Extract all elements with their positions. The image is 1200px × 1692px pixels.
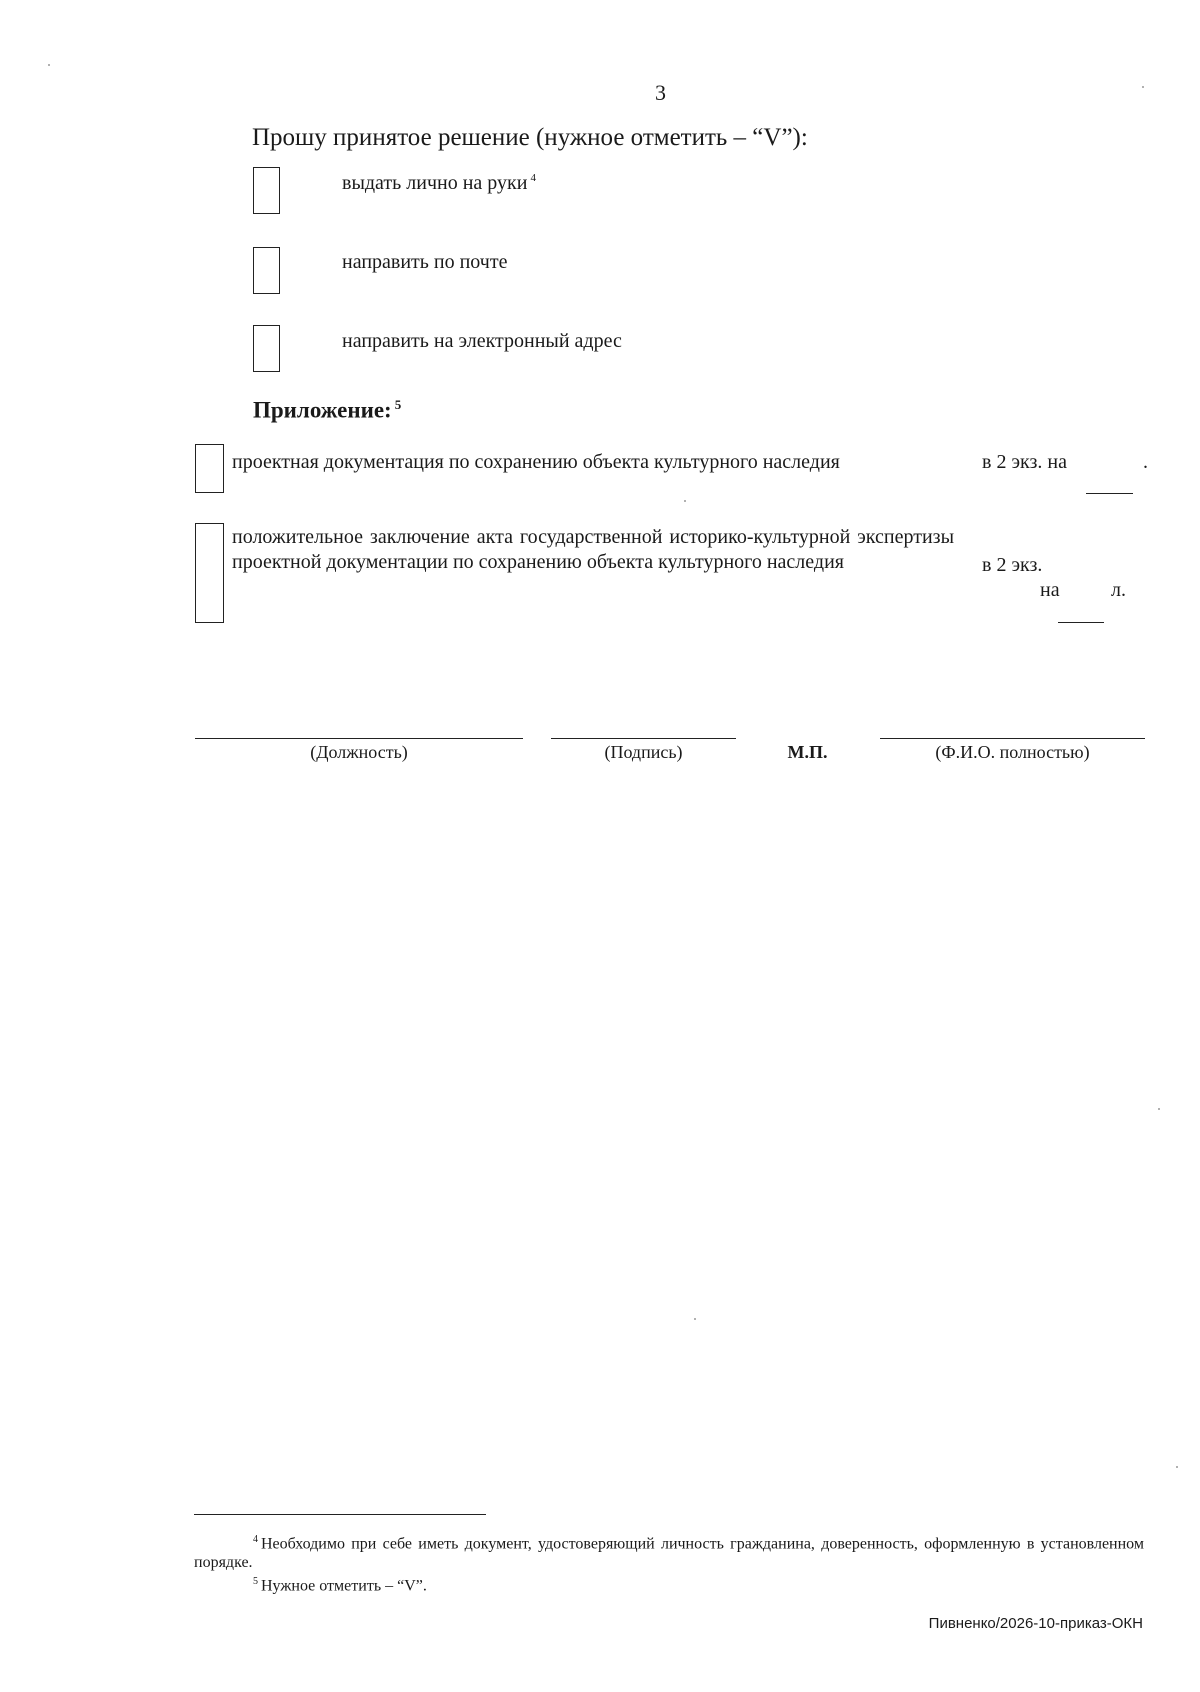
position-line <box>195 738 523 739</box>
document-reference: Пивненко/2026-10-приказ-ОКН <box>928 1615 1143 1632</box>
option-by-mail-checkbox[interactable] <box>253 247 280 294</box>
scan-speck <box>1158 1108 1160 1110</box>
attachment-expert-conclusion-text: положительное заключение акта государственной историко-культурной экспертизы проектной документации по сохранению объекта культурного наследия <box>232 526 954 573</box>
footnote-4-num: 4 <box>253 1534 258 1545</box>
attachment-project-docs-checkbox[interactable] <box>195 444 224 493</box>
footnote-ref-5: 5 <box>394 397 402 412</box>
scan-speck <box>1176 1466 1178 1468</box>
attachment-project-docs-copies: в 2 экз. на <box>982 451 1067 473</box>
attachment-expert-conclusion-checkbox[interactable] <box>195 523 224 623</box>
attachment-expert-conclusion-sheets-prefix: на <box>1040 579 1060 601</box>
position-caption: (Должность) <box>310 742 408 762</box>
scan-speck <box>48 64 50 66</box>
attachment-expert-conclusion-sheets-suffix: л. <box>1111 579 1126 601</box>
name-caption: (Ф.И.О. полностью) <box>935 742 1090 762</box>
scan-speck <box>694 1318 696 1320</box>
footnote-5 <box>250 1572 427 1595</box>
option-by-email-checkbox[interactable] <box>253 325 280 372</box>
scan-speck <box>1142 86 1144 88</box>
scan-speck <box>684 500 686 502</box>
name-line <box>880 738 1145 739</box>
option-in-person-label: выдать лично на руки $^4$ <box>342 172 536 194</box>
footnote-separator <box>194 1514 486 1515</box>
footnote-4-text: Необходимо при себе иметь документ, удостоверяющий личность гражданина, доверенность, оформленную в установленном порядке. <box>194 1535 1144 1572</box>
attachment-project-docs-sheets-line <box>1086 493 1133 494</box>
footnote-4 <box>194 1530 1144 1572</box>
delivery-intro: Прошу принятое решение (нужное отметить – “V”): <box>252 124 808 151</box>
option-by-mail-label: направить по почте <box>342 251 508 273</box>
option-by-email-label: направить на электронный адрес <box>342 330 622 352</box>
signature-line <box>551 738 736 739</box>
attachment-expert-conclusion-copies: в 2 экз. <box>982 554 1043 576</box>
attachment-project-docs-text: проектная документация по сохранению объекта культурного наследия <box>232 451 840 473</box>
attachments-heading: Приложение: $^5$ <box>253 397 402 423</box>
footnote-5-text: Нужное отметить – “V”. <box>261 1577 427 1595</box>
option-in-person-checkbox[interactable] <box>253 167 280 214</box>
stamp-placeholder: М.П. <box>787 742 828 762</box>
attachment-project-docs-suffix: . <box>1143 451 1148 473</box>
page-number: 3 <box>655 80 666 105</box>
footnote-5-num: 5 <box>253 1576 258 1587</box>
footnote-ref-4: 4 <box>530 172 536 185</box>
attachment-expert-conclusion-sheets-line <box>1058 622 1104 623</box>
signature-caption: (Подпись) <box>604 742 683 762</box>
